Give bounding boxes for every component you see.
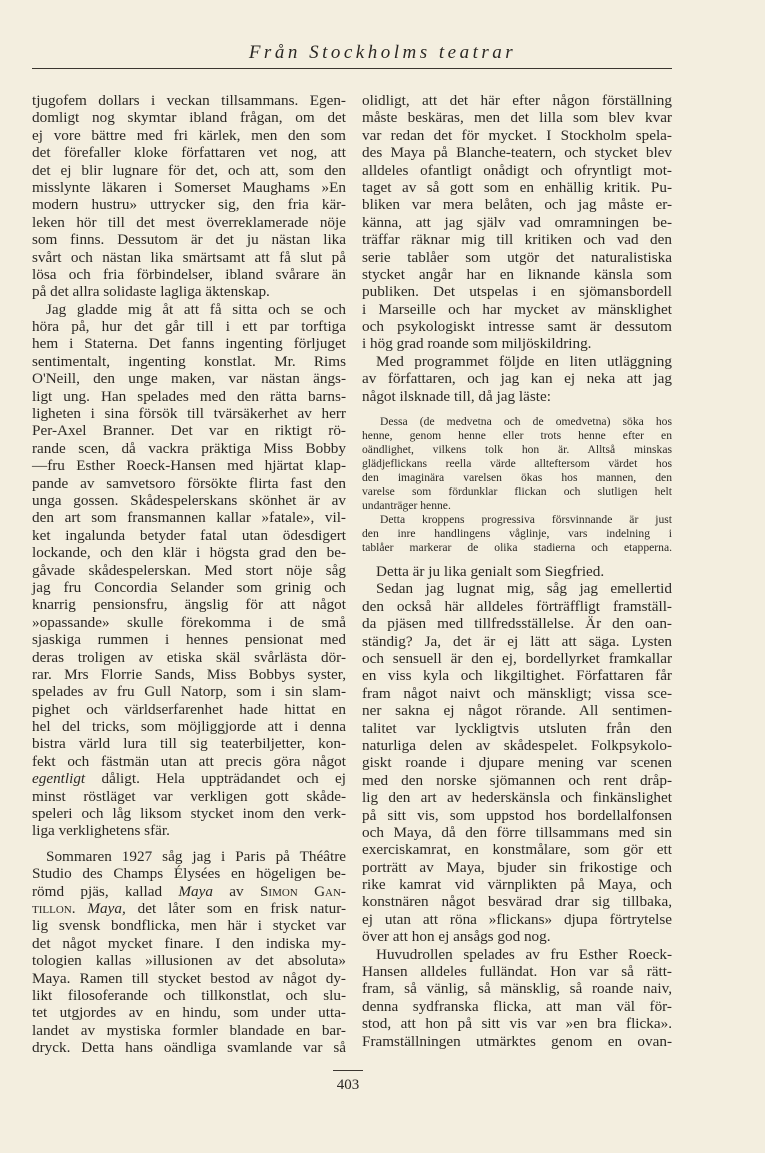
text-line: spelades av fru Gull Natorp, som i sin slam- bbox=[32, 683, 346, 701]
text-line: och psykologiskt intresse samt är dessutom bbox=[362, 318, 672, 336]
paragraph bbox=[32, 848, 346, 1057]
text-segment: det låter som en frisk natur- bbox=[125, 899, 347, 917]
text-line: talitet var lyckligtvis utsluten från den bbox=[362, 719, 672, 737]
text-line: henne, genom henne eller trots henne efter en bbox=[362, 429, 672, 443]
text-line bbox=[32, 900, 346, 917]
text-line: träffar räknar mig till kritiken och vad den bbox=[362, 231, 672, 249]
text-line: undanträger henne. bbox=[362, 499, 451, 513]
text-line: unga gossen. Skådespelerskans skönhet är av bbox=[32, 491, 346, 509]
text-line: gåvade skådespelerskan. Med stort nöje såg bbox=[32, 561, 346, 579]
paragraph bbox=[362, 513, 672, 555]
text-line: knarrig pensionsfru, ängslig för att något bbox=[32, 596, 346, 614]
text-line: svårt och nästan lika smärtsamt att få slut på bbox=[32, 248, 346, 266]
text-line: något ilsknade till, då jag läste: bbox=[362, 387, 551, 405]
text-line: med den norske sjömannen och rent dråp- bbox=[362, 771, 672, 789]
text-line: var redan det för mycket. I Stockholm spela- bbox=[362, 126, 672, 144]
text-line: olidligt, att det här efter någon förställning bbox=[362, 92, 672, 109]
text-line: stod, att hon på sitt vis var »en bra flicka». bbox=[362, 1015, 672, 1033]
text-line: rike kamrat vid värnplikten på Maya, och bbox=[362, 876, 672, 894]
text-segment: römd pjäs, kallad bbox=[32, 882, 179, 900]
text-line: tologien kallas »illusionen av det absoluta» bbox=[32, 952, 346, 970]
text-line: Sedan jag lugnat mig, såg jag emellertid bbox=[376, 580, 672, 598]
text-line: i Marseille och har mycket av mänsklighet bbox=[362, 300, 672, 318]
text-line: Hansen alldeles fulländat. Hon var så rätt- bbox=[362, 963, 672, 981]
running-header: Från Stockholms teatrar bbox=[248, 42, 517, 63]
italic-text: Maya, bbox=[87, 899, 126, 917]
text-line: den art som fransmannen kallar »fatale», vil- bbox=[32, 509, 346, 527]
text-line: naturliga delen av skådespelet. Folkpsykolo- bbox=[362, 736, 672, 754]
header-rule bbox=[32, 68, 672, 69]
text-line: stycket angår har en liknande känsla som bbox=[362, 265, 672, 283]
text-line: denna sydfranska flicka, att man väl för- bbox=[362, 997, 672, 1015]
text-line: Sommaren 1927 såg jag i Paris på Théâtre bbox=[46, 847, 346, 865]
text-line: ner sakna ej något rörande. All sentimen- bbox=[362, 702, 672, 720]
text-line bbox=[32, 770, 346, 787]
right-column bbox=[362, 92, 672, 1050]
text-line: fram något naivt och mänskligt; vissa sce- bbox=[362, 684, 672, 702]
text-line: liga verklighetens sfär. bbox=[32, 822, 170, 840]
text-line: ej vore bättre med fri kärlek, men den som bbox=[32, 126, 346, 144]
left-column bbox=[32, 92, 346, 1056]
paragraph bbox=[32, 92, 346, 301]
paragraph bbox=[362, 563, 672, 580]
text-line: det förefaller kloke författaren vet nog, att bbox=[32, 144, 346, 162]
text-line: Dessa (de medvetna och de omedvetna) söka hos bbox=[380, 415, 672, 429]
text-segment: dåligt. Hela uppträdandet och ej bbox=[85, 770, 346, 788]
text-line: tablåer markerar de olika stadierna och etapperna. bbox=[362, 541, 672, 555]
small-caps-text: Simon Gan- bbox=[259, 882, 346, 900]
text-line: över att hon ej ansågs god nog. bbox=[362, 928, 551, 946]
text-line: landet av mystiska formler blandade en bar- bbox=[32, 1021, 346, 1039]
text-line: Studio des Champs Élysées en högeligen be- bbox=[32, 865, 346, 883]
text-line: hel del tricks, som möjliggjorde att i denna bbox=[32, 718, 346, 736]
text-line: ligheten i sina försök till tvärsäkerhet av herr bbox=[32, 405, 346, 423]
block-quote bbox=[362, 415, 672, 555]
text-line: tet utgjordes av en hindu, som under utta- bbox=[32, 1004, 346, 1022]
italic-text: Maya bbox=[178, 882, 213, 900]
text-line: sjaskiga rummen i hennes pensionat med bbox=[32, 631, 346, 649]
text-line: domligt nog skymtar ibland frågan, om det bbox=[32, 109, 346, 127]
text-line: pighet och världserfarenhet hade hittat en bbox=[32, 700, 346, 718]
text-line: des Maya på Blanche-teatern, och stycket blev bbox=[362, 144, 672, 162]
text-line: lockande, och den klär i högsta grad den be- bbox=[32, 544, 346, 562]
text-line: publiken. Det utspelas i en sjömansbordell bbox=[362, 283, 672, 301]
text-line: glädjeflickans reella värde allteftersom värdet hos bbox=[362, 457, 672, 471]
text-segment: . bbox=[71, 899, 88, 917]
text-line: ej utan att röna »flickans» djupa förtrytelse bbox=[362, 910, 672, 928]
text-line: rande scen, då vackra präktiga Miss Bobby bbox=[32, 439, 346, 457]
text-line: hem i Staterna. Det fanns ingenting förljuget bbox=[32, 335, 346, 353]
text-line: Detta är ju lika genialt som Siegfried. bbox=[376, 563, 605, 581]
text-line: misslynte läkaren i Somerset Maughams »En bbox=[32, 178, 346, 196]
text-line: alldeles ofantligt onådigt och ofryntligt mot- bbox=[362, 161, 672, 179]
text-line: O'Neill, den unge maken, var nästan ängs- bbox=[32, 370, 346, 388]
text-line: känna, att jag själv vad omramningen be- bbox=[362, 213, 672, 231]
text-line: oändlighet, vilkens tolk hon är. Alltså minskas bbox=[362, 443, 672, 457]
text-line: lösa och fria förbindelser, ibland svårare än bbox=[32, 265, 346, 283]
text-line: »opassande» skulle förekomma i de små bbox=[32, 613, 346, 631]
text-line: det något mycket finare. I den indiska my- bbox=[32, 934, 346, 952]
paragraph bbox=[362, 415, 672, 513]
text-line: giskt roande i djupare mening var scenen bbox=[362, 754, 672, 772]
text-line: speleri och låg liksom stycket inom den verk- bbox=[32, 805, 346, 823]
text-line: rar. Mrs Florrie Sands, Miss Bobbys syster, bbox=[32, 665, 346, 683]
text-line: den inre handlingens våglinje, vars indelning i bbox=[362, 527, 672, 541]
text-line: varelse som fördunklar flickan och slutligen helt bbox=[362, 485, 672, 499]
text-line: leken hör till det mest överreklamerade nöje bbox=[32, 213, 346, 231]
text-line: ligt ung. Han spelades med den rätta barns- bbox=[32, 387, 346, 405]
text-line: Maya. Ramen till stycket bestod av något dy- bbox=[32, 969, 346, 987]
right-column-text-before-quote bbox=[362, 92, 672, 405]
text-line: lig den art av hederskänsla och finkänslighet bbox=[362, 789, 672, 807]
text-line: och Maya, då den förre tillsammans med sin bbox=[362, 823, 672, 841]
text-line: Per-Axel Branner. Det var en riktigt rö- bbox=[32, 422, 346, 440]
text-line: måste beskäras, men det lilla som blev kvar bbox=[362, 109, 672, 127]
text-line: i hög grad roande som miljöskildring. bbox=[362, 335, 592, 353]
text-line: på det allra solidaste lagliga äktenskap. bbox=[32, 283, 270, 301]
text-line: bistra värld lura till sig teaterbiljetter, kon- bbox=[32, 735, 346, 753]
text-line: ket ingalunda betyder fatal utan ödesdigert bbox=[32, 526, 346, 544]
paragraph bbox=[362, 946, 672, 1050]
text-line: den också här alldeles förträffligt framställ- bbox=[362, 597, 672, 615]
text-line: likt filosoferande och tillkonstlat, och slu- bbox=[32, 986, 346, 1004]
text-line: lig svensk bondflicka, men här i stycket var bbox=[32, 917, 346, 935]
text-line: minst röstläget var verkligen gott skåde- bbox=[32, 787, 346, 805]
text-line: Framställningen utmärktes genom en ovan- bbox=[362, 1032, 672, 1050]
text-line: fram, så vänlig, så mänsklig, så roande naiv, bbox=[362, 980, 672, 998]
text-line: porträtt av Maya, bjuder sin frikostige och bbox=[362, 858, 672, 876]
text-line: den imaginära varelsen ökas hos mannen, den bbox=[362, 471, 672, 485]
text-line: Huvudrollen spelades av fru Esther Roeck- bbox=[376, 945, 672, 963]
page-number-rule bbox=[333, 1070, 363, 1071]
text-line: deras troligen av etiska skäl svårlästa dör- bbox=[32, 648, 346, 666]
page-number: 403 bbox=[336, 1077, 360, 1093]
right-column-text-after-quote bbox=[362, 563, 672, 1050]
paragraph bbox=[362, 92, 672, 353]
text-line: på sitt vis, som uppstod hos bordellalfonsen bbox=[362, 806, 672, 824]
text-line: modern hustru» uttrycker sig, den fria kär- bbox=[32, 196, 346, 214]
text-line: ständig? Ja, det är ej lätt att säga. Lysten bbox=[362, 632, 672, 650]
text-segment: av bbox=[212, 882, 260, 900]
text-line: pande av samvetsoro försökte flirta fast den bbox=[32, 474, 346, 492]
paragraph bbox=[32, 301, 346, 840]
small-caps-text: tillon bbox=[32, 899, 72, 917]
text-line: av författaren, och jag kan ej neka att jag bbox=[362, 370, 672, 388]
text-line: och sensuell är den ej, bordellyrket framkallar bbox=[362, 649, 672, 667]
text-line: sentimentalt, ingenting konstlat. Mr. Rims bbox=[32, 352, 346, 370]
text-line: tjugofem dollars i veckan tillsammans. Egen- bbox=[32, 92, 346, 109]
text-line: det ej blir lugnare för det, och att, som den bbox=[32, 161, 346, 179]
text-line: bliken var mera belåten, och jag måste er- bbox=[362, 196, 672, 214]
text-line: dryck. Detta hans oändliga svamlande var så bbox=[32, 1039, 346, 1057]
text-line: Jag gladde mig åt att få sitta och se och bbox=[46, 300, 346, 318]
text-line: som finns. Dessutom är det ju nästan lika bbox=[32, 231, 346, 249]
text-line: —fru Esther Roeck-Hansen med hjärtat klap- bbox=[32, 457, 346, 475]
italic-text: egentligt bbox=[32, 770, 86, 788]
text-line: en viss kyla och likgiltighet. Författaren får bbox=[362, 667, 672, 685]
text-line: exerciskamrat, en konstmålare, som gör ett bbox=[362, 841, 672, 859]
text-line bbox=[32, 883, 346, 900]
text-line: jag fru Concordia Selander som grinig och bbox=[32, 578, 346, 596]
text-line: serie tablåer som utgör det naturalistiska bbox=[362, 248, 672, 266]
text-line: taget av så gott som en enhällig kritik. Pu- bbox=[362, 178, 672, 196]
text-line: konstnären något besvärad drar sig tillbaka, bbox=[362, 893, 672, 911]
text-line: da pjäsen med tillfredsställelse. Är den oan- bbox=[362, 615, 672, 633]
text-line: höra på, hur det går till i ett par torftiga bbox=[32, 318, 346, 336]
text-line: Detta kroppens progressiva försvinnande är just bbox=[380, 513, 672, 527]
paragraph bbox=[362, 353, 672, 405]
text-line: fekt och fästmän utan att precis göra något bbox=[32, 752, 346, 770]
paragraph bbox=[362, 580, 672, 945]
text-line: Med programmet följde en liten utläggning bbox=[376, 352, 672, 370]
